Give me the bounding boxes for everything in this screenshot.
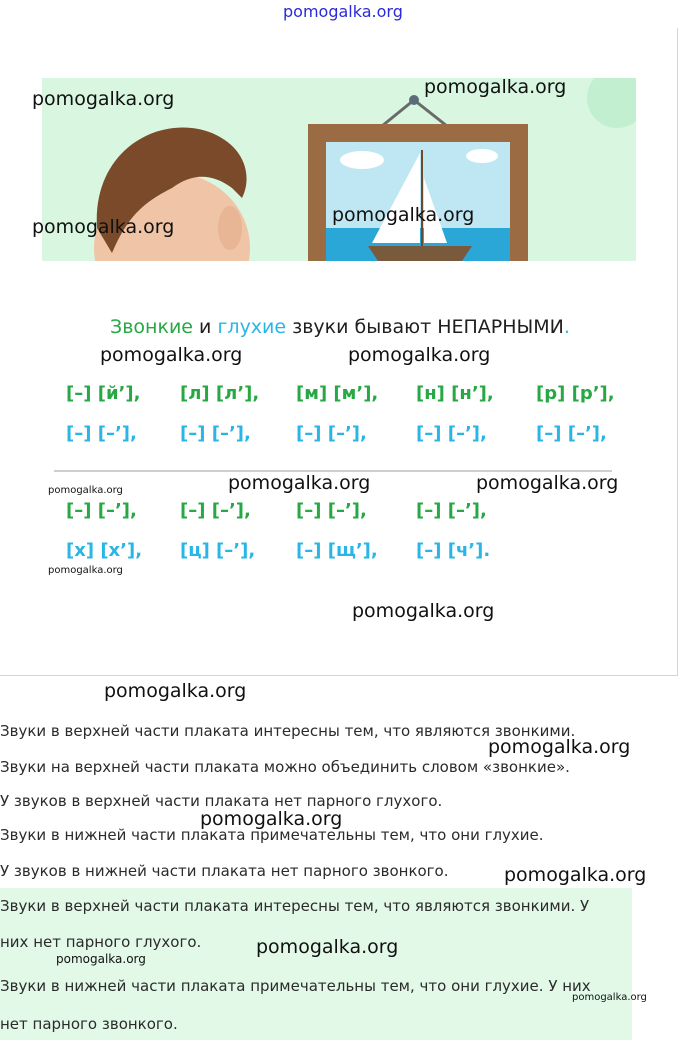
option-line: Звуки в нижней части плаката примечательны тем, что они глухие. bbox=[0, 826, 544, 844]
sound-pair: [–] [–’], bbox=[296, 423, 367, 444]
watermark: pomogalka.org bbox=[100, 344, 243, 366]
watermark: pomogalka.org bbox=[256, 936, 399, 958]
answer-line: них нет парного глухого. bbox=[0, 933, 202, 951]
watermark: pomogalka.org bbox=[572, 992, 647, 1003]
sound-pair: [ц] [–’], bbox=[180, 540, 256, 561]
watermark: pomogalka.org bbox=[504, 864, 647, 886]
answer-line: нет парного звонкого. bbox=[0, 1015, 178, 1033]
heading-period: . bbox=[563, 316, 570, 338]
watermark: pomogalka.org bbox=[348, 344, 491, 366]
watermark: pomogalka.org bbox=[332, 204, 475, 226]
watermark: pomogalka.org bbox=[56, 952, 146, 966]
sound-pair: [–] [й’], bbox=[66, 383, 141, 404]
heading-rest: звуки бывают НЕПАРНЫМИ bbox=[286, 316, 564, 338]
option-line: У звуков в верхней части плаката нет парного глухого. bbox=[0, 792, 443, 810]
sound-pair: [р] [р’], bbox=[536, 383, 615, 404]
sound-pair: [–] [–’], bbox=[180, 423, 251, 444]
sound-pair: [м] [м’], bbox=[296, 383, 379, 404]
sound-pair: [л] [л’], bbox=[180, 383, 260, 404]
watermark: pomogalka.org bbox=[352, 600, 495, 622]
sound-pair: [–] [–’], bbox=[180, 500, 251, 521]
watermark: pomogalka.org bbox=[488, 736, 631, 758]
sound-pair: [–] [ч’]. bbox=[416, 540, 491, 561]
answer-line: Звуки в верхней части плаката интересны тем, что являются звонкими. У bbox=[0, 897, 590, 915]
sound-pair: [–] [щ’], bbox=[296, 540, 378, 561]
sound-pair: [н] [н’], bbox=[416, 383, 494, 404]
option-line: Звуки в верхней части плаката интересны тем, что являются звонкими. bbox=[0, 722, 576, 740]
heading-conjunction: и bbox=[193, 316, 218, 338]
watermark: pomogalka.org bbox=[200, 808, 343, 830]
sound-pair: [–] [–’], bbox=[416, 500, 487, 521]
watermark: pomogalka.org bbox=[104, 680, 247, 702]
poster-heading bbox=[0, 316, 680, 338]
sound-pair: [–] [–’], bbox=[66, 423, 137, 444]
heading-voiceless-word: глухие bbox=[217, 316, 287, 338]
sound-pair: [х] [х’], bbox=[66, 540, 143, 561]
sound-pair: [–] [–’], bbox=[66, 500, 137, 521]
watermark-top-link[interactable]: pomogalka.org bbox=[283, 2, 403, 21]
sound-pair: [–] [–’], bbox=[296, 500, 367, 521]
option-line: У звуков в нижней части плаката нет парного звонкого. bbox=[0, 862, 449, 880]
answer-line: Звуки в нижней части плаката примечательны тем, что они глухие. У них bbox=[0, 977, 591, 995]
heading-voiced-word: Звонкие bbox=[110, 316, 193, 338]
watermark: pomogalka.org bbox=[32, 88, 175, 110]
sound-pair: [–] [–’], bbox=[536, 423, 607, 444]
watermark: pomogalka.org bbox=[48, 565, 123, 576]
watermark: pomogalka.org bbox=[228, 472, 371, 494]
option-line: Звуки на верхней части плаката можно объединить словом «звонкие». bbox=[0, 758, 570, 776]
watermark: pomogalka.org bbox=[32, 216, 175, 238]
watermark: pomogalka.org bbox=[424, 76, 567, 98]
sound-pair: [–] [–’], bbox=[416, 423, 487, 444]
watermark: pomogalka.org bbox=[48, 485, 123, 496]
watermark: pomogalka.org bbox=[476, 472, 619, 494]
